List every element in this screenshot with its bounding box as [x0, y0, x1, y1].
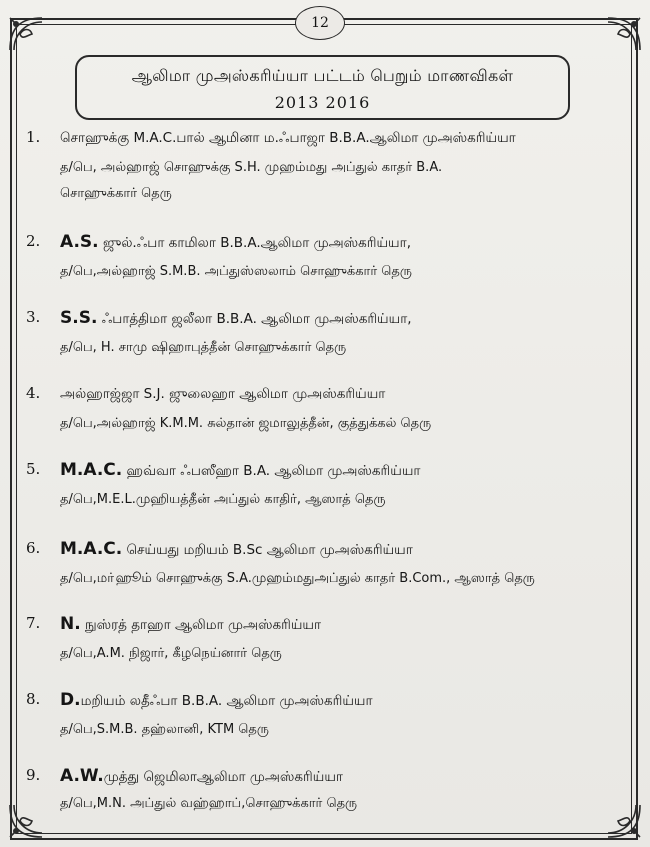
- student-name-line: [60, 460, 420, 481]
- student-parent-line: த/பெ,அல்ஹாஜ் S.M.B. அப்துஸ்ஸலாம் சொஹுக்கார் தெரு: [60, 264, 412, 279]
- item-number: 3.: [26, 308, 41, 326]
- student-parent-line: த/பெ,அல்ஹாஜ் K.M.M. சுல்தான் ஜமாலுத்தீன், குத்துக்கல் தெரு: [60, 416, 432, 431]
- student-parent-line: த/பெ,S.M.B. தஹ்லானி, KTM தெரு: [60, 722, 269, 737]
- student-parent-line: த/பெ,மா்ஹூம் சொஹுக்கு S.A.முஹம்மதுஅப்துல் காதர் B.Com., ஆஸாத் தெரு: [60, 571, 535, 586]
- student-name: செய்யது மறியம் B.Sc ஆலிமா முஅஸ்கரிய்யா: [126, 542, 413, 558]
- student-address-line: சொஹுக்கார் தெரு: [60, 186, 172, 201]
- page-number: 12: [295, 6, 345, 40]
- student-initial: A.W.: [60, 766, 104, 786]
- student-name-line: [60, 232, 411, 253]
- student-name: ஹவ்வா ஃபஸீஹா B.A. ஆலிமா முஅஸ்கரிய்யா: [126, 463, 421, 479]
- page-title: ஆலிமா முஅஸ்கரிய்யா பட்டம் பெறும் மாணவிகள்: [131, 66, 514, 85]
- student-initial: S.S.: [60, 308, 98, 328]
- student-name-line: [60, 766, 343, 787]
- item-number: 1.: [26, 128, 41, 146]
- item-number: 6.: [26, 539, 41, 557]
- student-name-line: அல்ஹாஜ்ஜா S.J. ஜுலைஹா ஆலிமா முஅஸ்கரிய்யா: [60, 386, 386, 402]
- student-name-line: [60, 614, 321, 635]
- student-name: ஃபாத்திமா ஜலீலா B.B.A. ஆலிமா முஅஸ்கரிய்யா,: [101, 311, 412, 327]
- corner-ornament-icon: [604, 14, 644, 54]
- student-parent-line: த/பெ,M.E.L.முஹியத்தீன் அப்துல் காதிர், ஆஸாத் தெரு: [60, 492, 386, 507]
- corner-ornament-icon: [6, 14, 46, 54]
- student-parent-line: த/பெ,M.N. அப்துல் வஹ்ஹாப்,சொஹுக்கார் தெரு: [60, 796, 358, 811]
- student-name-line: சொஹுக்கு M.A.C.பால் ஆமினா ம.ஃபாஜா B.B.A.ஆலிமா முஅஸ்கரிய்யா: [60, 130, 516, 146]
- item-number: 7.: [26, 614, 41, 632]
- student-name-line: [60, 690, 373, 711]
- student-name-line: [60, 308, 412, 329]
- corner-ornament-icon: [6, 801, 46, 841]
- student-parent-line: த/பெ,A.M. நிஜார், கீழநெய்னார் தெரு: [60, 646, 282, 661]
- student-initial: M.A.C.: [60, 460, 123, 480]
- student-parent-line: த/பெ, அல்ஹாஜ் சொஹுக்கு S.H. முஹம்மது அப்துல் காதர் B.A.: [60, 160, 443, 175]
- student-initial: N.: [60, 614, 81, 634]
- student-initial: A.S.: [60, 232, 99, 252]
- item-number: 4.: [26, 384, 41, 402]
- student-name-line: [60, 539, 413, 560]
- student-initial: D.: [60, 690, 81, 710]
- title-box: [75, 55, 570, 120]
- item-number: 2.: [26, 232, 41, 250]
- item-number: 5.: [26, 460, 41, 478]
- corner-ornament-icon: [604, 801, 644, 841]
- student-parent-line: த/பெ, H. சாமு ஷிஹாபுத்தீன் சொஹுக்கார் தெரு: [60, 340, 347, 355]
- student-name: மறியம் லதீஃபா B.B.A. ஆலிமா முஅஸ்கரிய்யா: [80, 693, 373, 709]
- student-initial: M.A.C.: [60, 539, 123, 559]
- item-number: 9.: [26, 766, 41, 784]
- student-name: ஜுல்.ஃபா காமிலா B.B.A.ஆலிமா முஅஸ்கரிய்யா,: [102, 235, 411, 251]
- item-number: 8.: [26, 690, 41, 708]
- student-name: முத்து ஜெமிலாஆலிமா முஅஸ்கரிய்யா: [103, 769, 343, 785]
- student-name: நுஸ்ரத் தாஹா ஆலிமா முஅஸ்கரிய்யா: [84, 617, 322, 633]
- page-subtitle-years: 2013 2016: [274, 93, 371, 112]
